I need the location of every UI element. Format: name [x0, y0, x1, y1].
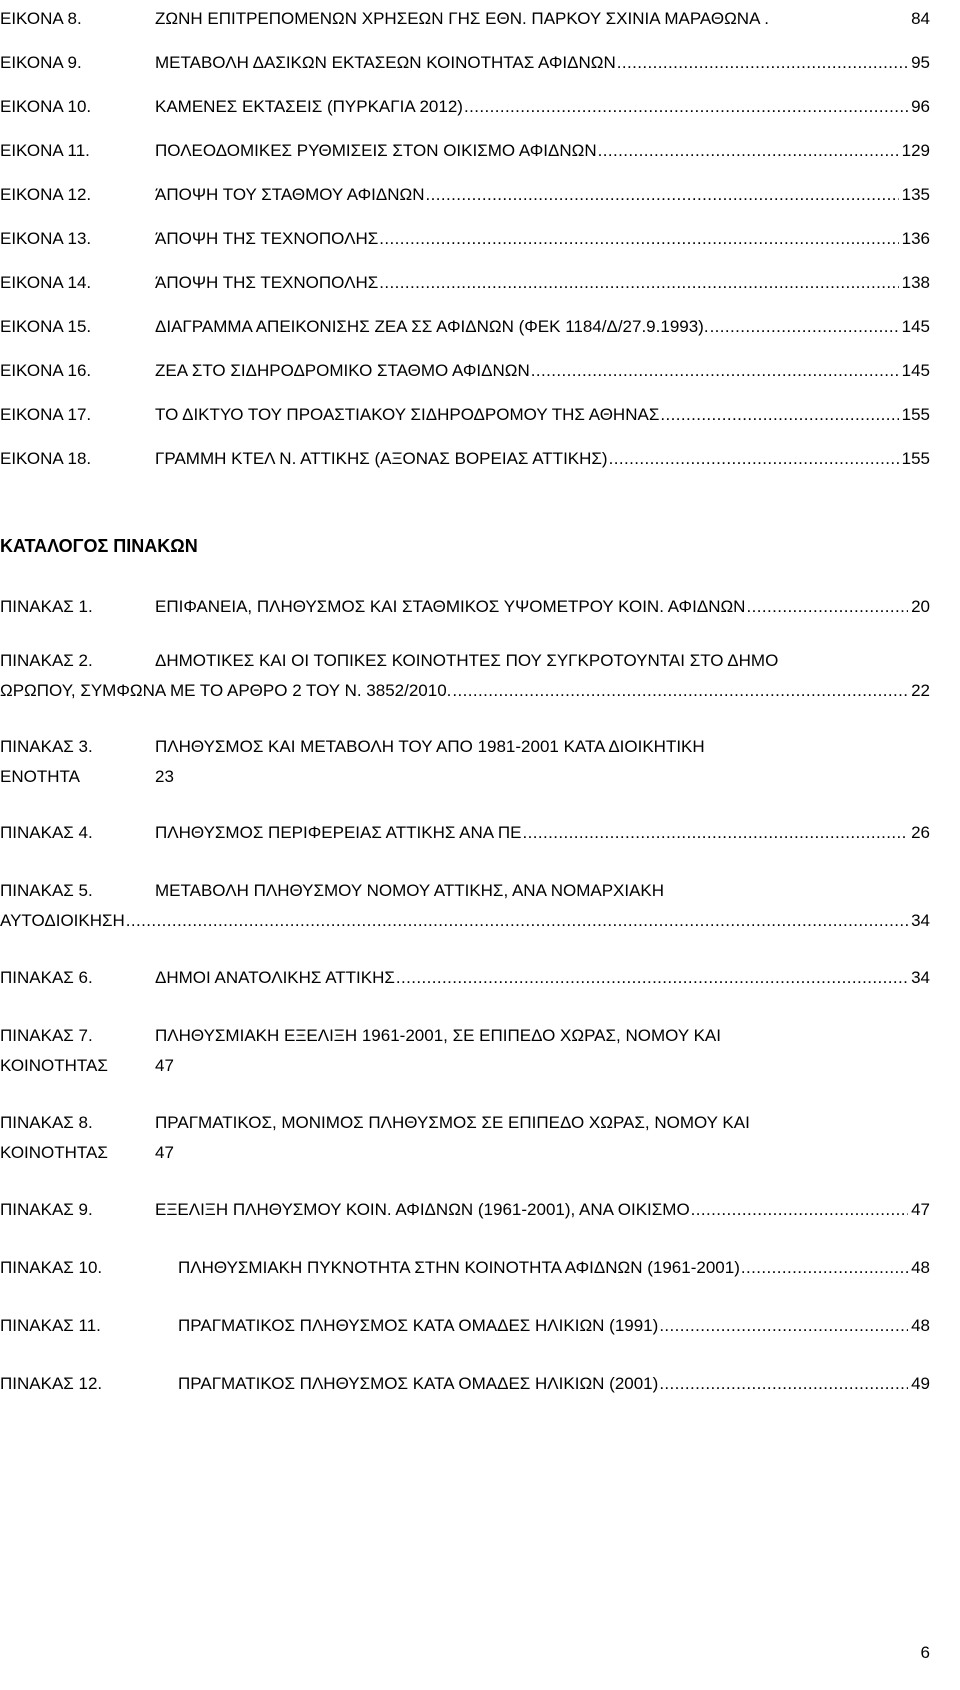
table-title: ΕΠΙΦΑΝΕΙΑ, ΠΛΗΘΥΣΜΟΣ ΚΑΙ ΣΤΑΘΜΙΚΟΣ ΥΨΟΜΕΤΡΟΥ ΚΟΙΝ. ΑΦΙΔΝΩΝ — [155, 597, 746, 616]
figure-label: ΕΙΚΟΝΑ 14. — [0, 273, 92, 292]
dot-leader — [523, 822, 909, 844]
tables-heading: ΚΑΤΑΛΟΓΟΣ ΠΙΝΑΚΩΝ — [0, 536, 198, 556]
figure-label: ΕΙΚΟΝΑ 12. — [0, 185, 92, 204]
figure-page: 96 — [911, 97, 930, 116]
table-title-line-1: ΜΕΤΑΒΟΛΗ ΠΛΗΘΥΣΜΟΥ ΝΟΜΟΥ ΑΤΤΙΚΗΣ, ΑΝΑ ΝΟΜΑΡΧΙΑΚΗ — [155, 881, 665, 900]
table-title-line-2: ΩΡΩΠΟΥ, ΣΥΜΦΩΝΑ ΜΕ ΤΟ ΑΡΘΡΟ 2 ΤΟΥ Ν. 3852/2010. — [0, 681, 452, 700]
figure-page: 155 — [901, 449, 930, 468]
table-label: ΠΙΝΑΚΑΣ 1. — [0, 597, 93, 616]
dot-leader — [464, 96, 908, 118]
dot-leader — [741, 1257, 908, 1279]
figure-page: 145 — [901, 361, 930, 380]
table-title-line-1: ΠΡΑΓΜΑΤΙΚΟΣ, ΜΟΝΙΜΟΣ ΠΛΗΘΥΣΜΟΣ ΣΕ ΕΠΙΠΕΔΟ ΧΩΡΑΣ, ΝΟΜΟΥ ΚΑΙ — [155, 1113, 750, 1132]
figure-page: 95 — [911, 53, 930, 72]
figure-label: ΕΙΚΟΝΑ 9. — [0, 53, 82, 72]
table-page: 48 — [911, 1316, 930, 1335]
table-label: ΠΙΝΑΚΑΣ 9. — [0, 1200, 93, 1219]
dot-leader — [379, 228, 898, 250]
dot-leader — [617, 52, 908, 74]
figure-title: ΆΠΟΨΗ ΤΗΣ ΤΕΧΝΟΠΟΛΗΣ — [155, 229, 379, 248]
dot-leader — [660, 404, 898, 426]
figure-label: ΕΙΚΟΝΑ 8. — [0, 9, 82, 28]
table-title: ΠΛΗΘΥΣΜΟΣ ΠΕΡΙΦΕΡΕΙΑΣ ΑΤΤΙΚΗΣ ΑΝΑ ΠΕ — [155, 823, 522, 842]
table-title: ΠΡΑΓΜΑΤΙΚΟΣ ΠΛΗΘΥΣΜΟΣ ΚΑΤΑ ΟΜΑΔΕΣ ΗΛΙΚΙΩΝ (2001) — [178, 1374, 659, 1393]
dot-leader — [746, 596, 908, 618]
figure-title: ΖΕΑ ΣΤΟ ΣΙΔΗΡΟΔΡΟΜΙΚΟ ΣΤΑΘΜΟ ΑΦΙΔΝΩΝ — [155, 361, 530, 380]
figure-label: ΕΙΚΟΝΑ 10. — [0, 97, 92, 116]
figure-page: 129 — [901, 141, 930, 160]
figure-page: 155 — [901, 405, 930, 424]
table-label: ΠΙΝΑΚΑΣ 2. — [0, 651, 93, 670]
figure-title: ΓΡΑΜΜΗ ΚΤΕΛ Ν. ΑΤΤΙΚΗΣ (ΑΞΟΝΑΣ ΒΟΡΕΙΑΣ ΑΤΤΙΚΗΣ) — [155, 449, 608, 468]
table-title-line-1: ΔΗΜΟΤΙΚΕΣ ΚΑΙ ΟΙ ΤΟΠΙΚΕΣ ΚΟΙΝΟΤΗΤΕΣ ΠΟΥ ΣΥΓΚΡΟΤΟΥΝΤΑΙ ΣΤΟ ΔΗΜΟ — [155, 651, 779, 670]
table-page: 49 — [911, 1374, 930, 1393]
dot-leader — [531, 360, 899, 382]
figure-label: ΕΙΚΟΝΑ 13. — [0, 229, 92, 248]
dot-leader — [126, 910, 908, 932]
table-page: 23 — [155, 767, 174, 786]
table-title-line-1: ΠΛΗΘΥΣΜΙΑΚΗ ΕΞΕΛΙΞΗ 1961-2001, ΣΕ ΕΠΙΠΕΔΟ ΧΩΡΑΣ, ΝΟΜΟΥ ΚΑΙ — [155, 1026, 721, 1045]
dot-leader — [659, 1315, 908, 1337]
table-label: ΠΙΝΑΚΑΣ 11. — [0, 1316, 101, 1335]
table-title-line-2: ΕΝΟΤΗΤΑ — [0, 767, 80, 786]
figure-title: ΖΩΝΗ ΕΠΙΤΡΕΠΟΜΕΝΩΝ ΧΡΗΣΕΩΝ ΓΗΣ ΕΘΝ. ΠΑΡΚΟΥ ΣΧΙΝΙΑ ΜΑΡΑΘΩΝΑ . — [155, 9, 769, 28]
figure-page: 84 — [911, 9, 930, 28]
figure-title: ΆΠΟΨΗ ΤΗΣ ΤΕΧΝΟΠΟΛΗΣ — [155, 273, 379, 292]
dot-leader — [426, 184, 899, 206]
page-number: 6 — [920, 1643, 930, 1662]
table-page: 48 — [911, 1258, 930, 1277]
dot-leader — [379, 272, 898, 294]
table-page: 47 — [155, 1143, 174, 1162]
table-page: 34 — [911, 911, 930, 930]
figure-page: 136 — [901, 229, 930, 248]
figure-title: ΚΑΜΕΝΕΣ ΕΚΤΑΣΕΙΣ (ΠΥΡΚΑΓΙΑ 2012) — [155, 97, 463, 116]
figure-page: 138 — [901, 273, 930, 292]
table-title-line-1: ΠΛΗΘΥΣΜΟΣ ΚΑΙ ΜΕΤΑΒΟΛΗ ΤΟΥ ΑΠΟ 1981-2001 ΚΑΤΑ ΔΙΟΙΚΗΤΙΚΗ — [155, 737, 705, 756]
figure-page: 135 — [901, 185, 930, 204]
figure-title: ΆΠΟΨΗ ΤΟΥ ΣΤΑΘΜΟΥ ΑΦΙΔΝΩΝ — [155, 185, 425, 204]
figure-label: ΕΙΚΟΝΑ 11. — [0, 141, 90, 160]
figure-title: ΤΟ ΔΙΚΤΥΟ ΤΟΥ ΠΡΟΑΣΤΙΑΚΟΥ ΣΙΔΗΡΟΔΡΟΜΟΥ ΤΗΣ ΑΘΗΝΑΣ — [155, 405, 660, 424]
table-title-line-2: ΚΟΙΝΟΤΗΤΑΣ — [0, 1143, 108, 1162]
table-label: ΠΙΝΑΚΑΣ 3. — [0, 737, 93, 756]
figure-title: ΜΕΤΑΒΟΛΗ ΔΑΣΙΚΩΝ ΕΚΤΑΣΕΩΝ ΚΟΙΝΟΤΗΤΑΣ ΑΦΙΔΝΩΝ — [155, 53, 616, 72]
dot-leader — [396, 967, 908, 989]
table-title: ΠΡΑΓΜΑΤΙΚΟΣ ΠΛΗΘΥΣΜΟΣ ΚΑΤΑ ΟΜΑΔΕΣ ΗΛΙΚΙΩΝ (1991) — [178, 1316, 659, 1335]
table-label: ΠΙΝΑΚΑΣ 8. — [0, 1113, 93, 1132]
table-page: 47 — [911, 1200, 930, 1219]
table-page: 26 — [911, 823, 930, 842]
table-title-line-2: ΑΥΤΟΔΙΟΙΚΗΣΗ — [0, 911, 125, 930]
figure-label: ΕΙΚΟΝΑ 16. — [0, 361, 92, 380]
table-title: ΕΞΕΛΙΞΗ ΠΛΗΘΥΣΜΟΥ ΚΟΙΝ. ΑΦΙΔΝΩΝ (1961-2001), ΑΝΑ ΟΙΚΙΣΜΟ — [155, 1200, 690, 1219]
table-label: ΠΙΝΑΚΑΣ 6. — [0, 968, 93, 987]
dot-leader — [659, 1373, 908, 1395]
table-label: ΠΙΝΑΚΑΣ 10. — [0, 1258, 103, 1277]
table-label: ΠΙΝΑΚΑΣ 5. — [0, 881, 93, 900]
table-page: 20 — [911, 597, 930, 616]
dot-leader — [598, 140, 899, 162]
dot-leader — [609, 448, 899, 470]
dot-leader — [710, 316, 899, 338]
figure-label: ΕΙΚΟΝΑ 15. — [0, 317, 92, 336]
table-page: 47 — [155, 1056, 174, 1075]
table-title: ΔΗΜΟΙ ΑΝΑΤΟΛΙΚΗΣ ΑΤΤΙΚΗΣ — [155, 968, 395, 987]
table-label: ΠΙΝΑΚΑΣ 7. — [0, 1026, 93, 1045]
table-title: ΠΛΗΘΥΣΜΙΑΚΗ ΠΥΚΝΟΤΗΤΑ ΣΤΗΝ ΚΟΙΝΟΤΗΤΑ ΑΦΙΔΝΩΝ (1961-2001) — [178, 1258, 740, 1277]
figure-title: ΠΟΛΕΟΔΟΜΙΚΕΣ ΡΥΘΜΙΣΕΙΣ ΣΤΟΝ ΟΙΚΙΣΜΟ ΑΦΙΔΝΩΝ — [155, 141, 597, 160]
dot-leader — [691, 1199, 908, 1221]
figure-title: ΔΙΑΓΡΑΜΜΑ ΑΠΕΙΚΟΝΙΣΗΣ ΖΕΑ ΣΣ ΑΦΙΔΝΩΝ (ΦΕΚ 1184/Δ/27.9.1993). — [155, 317, 709, 336]
figure-label: ΕΙΚΟΝΑ 18. — [0, 449, 92, 468]
dot-leader — [452, 680, 908, 702]
figure-page: 145 — [901, 317, 930, 336]
table-page: 22 — [911, 681, 930, 700]
table-label: ΠΙΝΑΚΑΣ 4. — [0, 823, 93, 842]
table-label: ΠΙΝΑΚΑΣ 12. — [0, 1374, 103, 1393]
table-page: 34 — [911, 968, 930, 987]
figure-label: ΕΙΚΟΝΑ 17. — [0, 405, 92, 424]
table-title-line-2: ΚΟΙΝΟΤΗΤΑΣ — [0, 1056, 108, 1075]
